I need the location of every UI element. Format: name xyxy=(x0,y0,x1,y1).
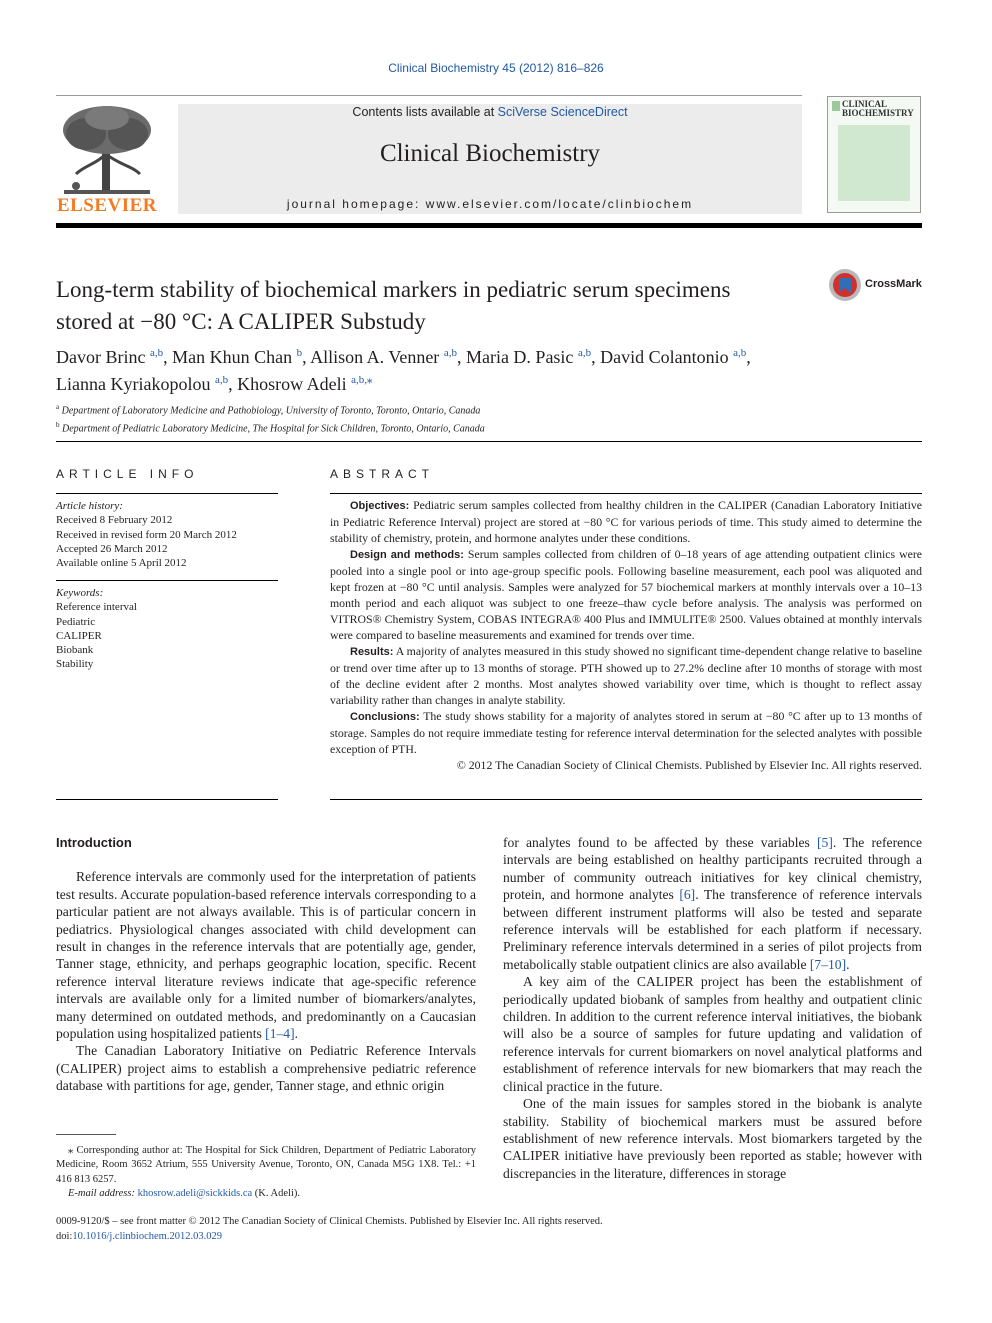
divider xyxy=(330,493,922,494)
affiliation: $^b$ Department of Pediatric Laboratory Medicine, The Hospital for Sick Children, Toronto, Ontario, Canada xyxy=(56,421,485,435)
history-item: Accepted 26 March 2012 xyxy=(56,542,168,555)
body-left-column xyxy=(56,834,476,1095)
author: Davor Brinc $^{a,b}$, xyxy=(56,347,168,367)
crossmark-label[interactable]: CrossMark xyxy=(865,278,922,290)
keyword: CALIPER xyxy=(56,629,102,642)
email-line: E-mail address: khosrow.adeli@sickkids.ca (K. Adeli). xyxy=(68,1187,300,1199)
sciencedirect-link[interactable]: SciVerse ScienceDirect xyxy=(497,105,628,119)
abstract-copyright: © 2012 The Canadian Society of Clinical Chemists. Published by Elsevier Inc. All rights reserved. xyxy=(456,758,922,772)
article-title xyxy=(56,274,826,338)
citation-link[interactable]: [1–4] xyxy=(265,1026,295,1042)
page-footer xyxy=(56,1214,922,1244)
paragraph: One of the main issues for samples stored in the biobank is analyte stability. Stability of biochemical markers must be assured before establishment of new reference intervals. Most biomarkers targeted by the CALIPER initiative have previously been reported as stable; however with discrepancies in the literature, differences in storage xyxy=(503,1096,922,1181)
cover-title-line2: BIOCHEMISTRY xyxy=(842,108,914,118)
footnote-rule xyxy=(56,1134,116,1135)
citation-link[interactable]: [5] xyxy=(817,835,833,850)
keyword: Reference interval xyxy=(56,601,137,614)
crossmark-icon[interactable] xyxy=(828,268,862,302)
divider xyxy=(56,493,278,494)
abstract-conclusions: Conclusions: The study shows stability for a majority of analytes stored in serum at −80 °C after up to 13 months of storage. Samples do not require immediate testing for reference interval determination for the selected analytes with possible exception of PTH. xyxy=(330,709,922,756)
doi-link[interactable]: 10.1016/j.clinbiochem.2012.03.029 xyxy=(72,1231,222,1242)
abstract-results: Results: A majority of analytes measured in this study showed no significant time-dependent change relative to baseline or trend over time after up to 13 months of storage. PTH showed up to 27.2% decline after 10 months of storage with most of the decline evident after 2 months. Most analytes showed variability over time, which is thought to reflect assay variability rather than changes in analyte stability. xyxy=(330,644,922,707)
keyword: Stability xyxy=(56,658,94,671)
email-link[interactable]: khosrow.adeli@sickkids.ca xyxy=(137,1187,253,1199)
author: Allison A. Venner $^{a,b}$, xyxy=(310,347,462,367)
journal-name: Clinical Biochemistry xyxy=(379,140,601,167)
author: Man Khun Chan $^b$, xyxy=(172,347,307,367)
paragraph: Reference intervals are commonly used for the interpretation of patients test results. Accurate population-based reference intervals corresponding to a particular patient are not always available. This is of particular concern in pediatrics. Physiological changes associated with child development can result in changes in the reference intervals that are potentially age, gender, Tanner stage, ethnicity, and perhaps geographic location, specific. Recent reference interval literature reviews indicate that age-specific reference intervals are available only for a limited number of biomarkers/analytes, many determined on outdated methods, and predominantly on a Caucasian population using hospitalized patients [1–4]. xyxy=(56,869,476,1042)
article-info-heading: ARTICLE INFO xyxy=(56,467,199,481)
abstract-heading: ABSTRACT xyxy=(330,467,435,481)
history-item: Available online 5 April 2012 xyxy=(56,557,187,570)
doi-line: doi:10.1016/j.clinbiochem.2012.03.029 xyxy=(56,1231,222,1242)
abstract-methods: Design and methods: Serum samples collected from children of 0–18 years of age attending outpatient clinics were pooled into a single pool or into age-group specific pools. Following baseline measurement, each pool was aliquoted and kept frozen at −80 °C until analysis. Samples were analyzed for 57 biochemical markers at monthly intervals over a 10–13 month period and each aliquot was subject to one freeze–thaw cycle before analysis. The analysis was performed on VITROS® Chemistry System, COBAS INTEGRA® 400 Plus and IMMULITE® 2500. Values obtained at monthly intervals were compared to baseline measurements and examined for trends over time. xyxy=(330,547,923,642)
citation-link[interactable]: [6] xyxy=(679,887,696,903)
title-line-1: Long-term stability of biochemical markers in pediatric serum specimens xyxy=(56,277,731,302)
affiliation: $^a$ Department of Laboratory Medicine and Pathobiology, University of Toronto, Toronto, Ontario, Canada xyxy=(56,403,481,417)
title-line-2: stored at −80 °C: A CALIPER Substudy xyxy=(56,309,426,334)
journal-homepage[interactable]: journal homepage: www.elsevier.com/locate/clinbiochem xyxy=(286,197,694,211)
header-thick-rule xyxy=(56,223,922,228)
keyword: Biobank xyxy=(56,644,94,657)
journal-citation[interactable]: Clinical Biochemistry 45 (2012) 816–826 xyxy=(388,61,604,75)
author: David Colantonio $^{a,b}$, xyxy=(600,347,751,367)
cover-title xyxy=(842,100,914,118)
history-item: Received in revised form 20 March 2012 xyxy=(56,528,237,541)
paragraph: A key aim of the CALIPER project has been the establishment of periodically updated biobank of samples from healthy and outpatient clinic children. In addition to the current reference interval initiatives, the biobank will also be a source of samples for future updating and validation of reference intervals for current biomarkers on novel analytical platforms and establishment of reference intervals for new biomarkers that may reach the clinical practice in the future. xyxy=(503,974,922,1094)
abstract-objectives: Objectives: Pediatric serum samples collected from healthy children in the CALIPER (Canadian Laboratory Initiative in Pediatric Reference Interval) project are stored at −80 °C for various periods of time. This study aimed to determine the stability of chemistry, protein, and hormone analytes under these conditions. xyxy=(330,498,922,545)
section-heading: Introduction xyxy=(56,835,132,850)
author: Khosrow Adeli $^{a,b,⁎}$ xyxy=(237,374,373,394)
author: Lianna Kyriakopolou $^{a,b}$, xyxy=(56,374,233,394)
divider xyxy=(330,799,922,800)
body-right-column xyxy=(503,834,922,1182)
affiliations xyxy=(56,400,922,437)
article-history xyxy=(56,499,278,570)
corresponding-author-footnote xyxy=(56,1144,476,1201)
cover-title-line1: CLINICAL xyxy=(842,99,888,109)
divider xyxy=(56,799,278,800)
history-item: Received 8 February 2012 xyxy=(56,514,173,527)
paragraph: The Canadian Laboratory Initiative on Pediatric Reference Intervals (CALIPER) project aims to establish a comprehensive pediatric reference database with partitions for age, gender, Tanner stage, and ethnic origin xyxy=(56,1043,476,1094)
corresponding-author: ⁎ Corresponding author at: The Hospital for Sick Children, Department of Pediatric Laboratory Medicine, Room 3652 Atrium, 555 University Avenue, Toronto, ON, Canada M5G 1X8. Tel.: +1 416 813 6257. xyxy=(56,1145,476,1185)
paragraph: for analytes found to be affected by these variables [5]. The reference intervals are being established on healthy participants recruited through a number of community outreach initiatives for key clinical chemistry, protein, and hormone analytes [6]. The transference of reference intervals between different instrument platforms will also be tested and separate reference intervals will be established for each platform if necessary. Preliminary reference intervals determined in a series of pilot projects from metabolically stable outpatient clinics are also available [7–10]. xyxy=(503,835,923,972)
author: Maria D. Pasic $^{a,b}$, xyxy=(465,347,596,367)
divider xyxy=(56,580,278,581)
header-rule xyxy=(56,95,802,96)
author-list xyxy=(56,342,922,396)
contents-prefix: Contents lists available at xyxy=(352,105,498,119)
keywords-label: Keywords: xyxy=(56,587,104,599)
divider xyxy=(56,441,922,442)
citation-link[interactable]: [7–10] xyxy=(809,956,847,972)
abstract-body xyxy=(330,497,922,773)
issn-line: 0009-9120/$ – see front matter © 2012 The Canadian Society of Clinical Chemists. Published by Elsevier Inc. All rights reserved. xyxy=(56,1216,603,1227)
history-label: Article history: xyxy=(56,500,123,512)
elsevier-wordmark: ELSEVIER xyxy=(56,195,158,216)
keywords xyxy=(56,586,278,672)
contents-line xyxy=(178,105,802,119)
keyword: Pediatric xyxy=(56,615,96,628)
